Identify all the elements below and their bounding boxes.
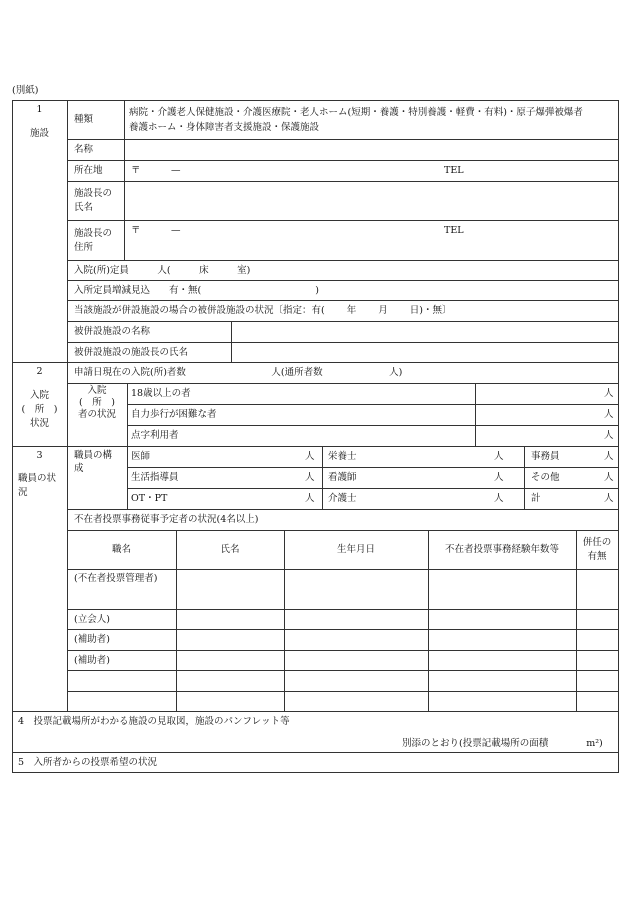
col-header-birthdate: 生年月日 [336,544,375,555]
name-label: 名称 [74,144,94,155]
director-postal-mark: 〒 [131,225,141,236]
unit-person: 人 [604,472,614,483]
section-1-label: 施設 [29,128,49,139]
status-row-mobility: 自力歩行が困難な者 [131,409,217,420]
role-assistant-2: (補助者) [74,655,110,666]
director-tel-label: TEL [444,225,464,236]
capacity-row: 入院(所)定員 人( 床 室) [74,265,251,276]
staff-total: 計 [531,493,541,504]
director-name-label-line2: 氏名 [74,202,94,213]
unit-person: 人 [494,472,504,483]
name-field[interactable] [125,140,618,160]
unit-person: 人 [305,451,315,462]
staff-other: その他 [531,472,560,483]
postal-mark: 〒 [131,165,141,176]
annex-label: (別紙) [12,85,39,96]
director-address-label-line2: 住所 [74,242,94,253]
staff-caregiver: 介護士 [328,493,357,504]
status-row-adults: 18歳以上の者 [131,388,191,399]
col-header-concurrent-line2: 有無 [587,551,607,562]
unit-person: 人 [494,451,504,462]
staff-composition-label-line1: 職員の構 [74,450,113,461]
director-postal-dash: — [171,225,181,236]
unit-person: 人 [604,430,614,441]
status-row-braille: 点字利用者 [131,430,179,441]
section-1-number: 1 [36,104,43,115]
type-label: 種類 [74,114,94,125]
host-director-name-field[interactable] [232,343,618,362]
role-manager: (不在者投票管理者) [74,573,158,584]
postal-dash: — [171,165,181,176]
host-facility-name-field[interactable] [232,322,618,342]
section-2-number: 2 [36,366,43,377]
status-label-line2: ( 所 ) [79,397,115,408]
unit-person: 人 [604,409,614,420]
section-4-title: 4 投票記載場所がわかる施設の見取図，施設のパンフレット等 [18,716,290,727]
type-options-line1: 病院・介護老人保健施設・介護医療院・老人ホーム(短期・養護・特別養護・軽費・有料)・原子爆弾被爆者 [129,107,583,118]
combined-facility-row: 当該施設が併設施設の場合の被併設施設の状況〔指定：有( 年 月 日)・無〕 [74,305,452,316]
director-address-label-line1: 施設長の [74,228,113,239]
resident-count-row: 申請日現在の入院(所)者数 人(通所者数 人) [74,367,403,378]
status-label-line1: 入院 [87,385,107,396]
staff-doctor: 医師 [131,451,151,462]
host-director-name-label: 被併設施設の施設長の氏名 [74,347,189,358]
section-4-note: 別添のとおり(投票記載場所の面積 m²) [402,738,603,749]
section-2-label-line2: ( 所 ) [21,404,58,415]
unit-person: 人 [604,493,614,504]
col-header-concurrent-line1: 併任の [582,537,612,548]
section-3-number: 3 [36,450,43,461]
tel-label: TEL [444,165,464,176]
unit-person: 人 [305,472,315,483]
address-label: 所在地 [74,165,103,176]
role-assistant-1: (補助者) [74,634,110,645]
col-header-position: 職名 [111,544,131,555]
unit-person: 人 [494,493,504,504]
section-2-label-line3: 状況 [29,418,49,429]
status-label-line3: 者の状況 [77,409,116,420]
staff-ot-pt: OT・PT [131,493,168,504]
section-5-title: 5 入所者からの投票希望の状況 [18,757,158,768]
staff-life-instructor: 生活指導員 [131,472,179,483]
director-name-field[interactable] [125,182,618,220]
host-facility-name-label: 被併設施設の名称 [74,326,151,337]
section-2-label-line1: 入院 [29,390,49,401]
unit-person: 人 [604,388,614,399]
section-3-label-line1: 職員の状 [18,473,57,484]
role-witness: (立会人) [74,614,110,625]
unit-person: 人 [604,451,614,462]
staff-composition-label-line2: 成 [74,463,84,474]
absentee-staff-title: 不在者投票事務従事予定者の状況(4名以上) [74,514,259,525]
staff-clerk: 事務員 [531,451,560,462]
staff-nurse: 看護師 [328,472,357,483]
col-header-name: 氏名 [220,544,240,555]
section-3-label-line2: 況 [18,487,28,498]
type-options-line2: 養護ホーム・身体障害者支援施設・保護施設 [129,122,320,133]
director-name-label-line1: 施設長の [74,188,113,199]
unit-person: 人 [305,493,315,504]
staff-nutritionist: 栄養士 [328,451,357,462]
col-header-experience: 不在者投票事務経験年数等 [444,544,559,555]
capacity-increase-row: 入所定員増減見込 有・無( ) [74,285,319,296]
